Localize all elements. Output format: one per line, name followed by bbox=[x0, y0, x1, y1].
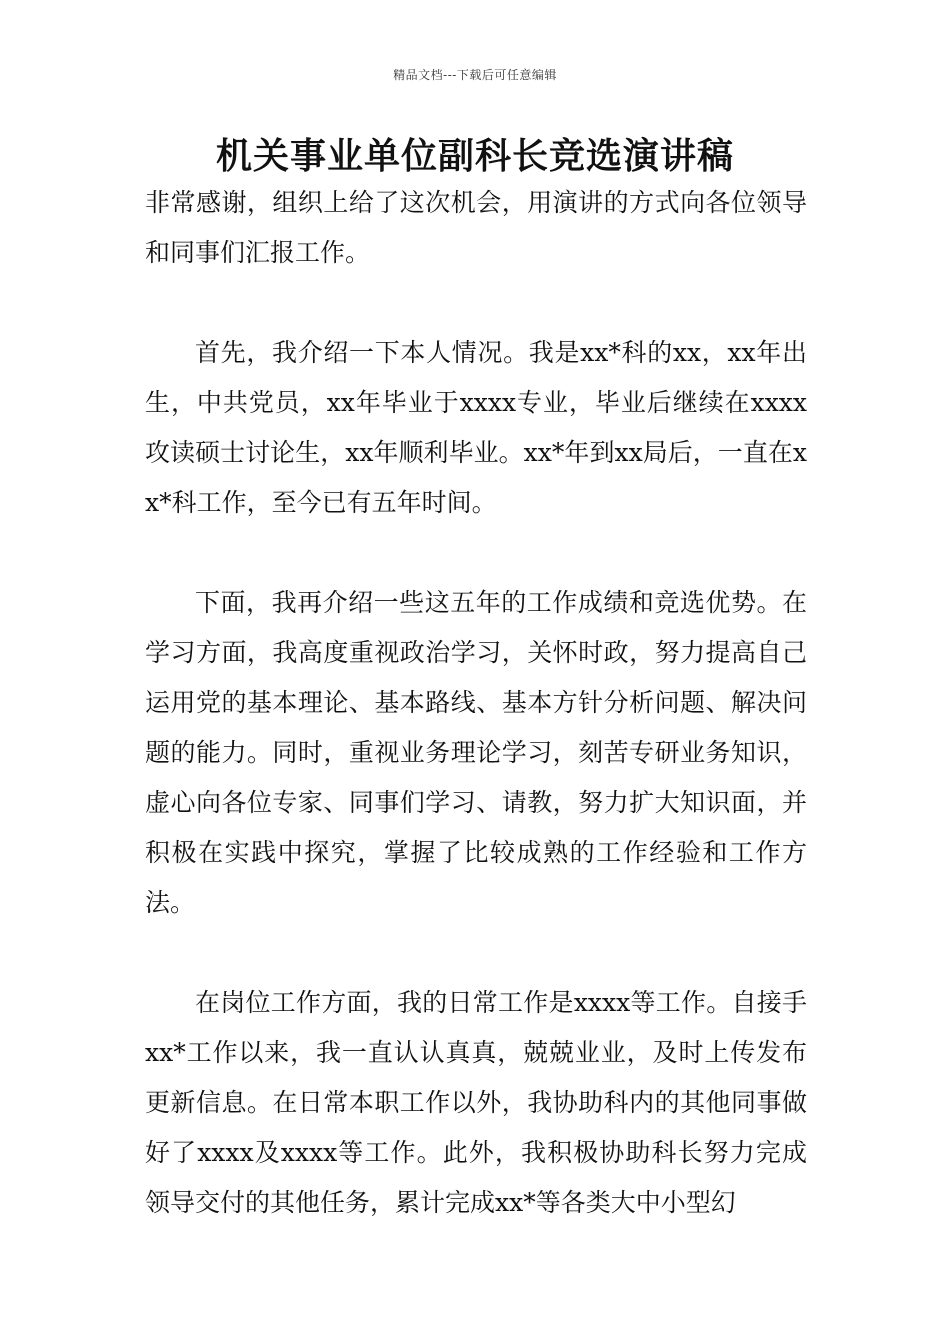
paragraph-achievements: 下面，我再介绍一些这五年的工作成绩和竞选优势。在学习方面，我高度重视政治学习，关怀时政，努力提高自己运用党的基本理论、基本路线、基本方针分析问题、解决问题的能力。同时，重视业务理论学习，刻苦专研业务知识，虚心向各位专家、同事们学习、请教，努力扩大知识面，并积极在实践中探究，掌握了比较成熟的工作经验和工作方法。 bbox=[145, 588, 807, 917]
document-body bbox=[145, 178, 807, 1228]
paragraph-self-introduction: 首先，我介绍一下本人情况。我是xx*科的xx，xx年出生，中共党员，xx年毕业于xxxx专业，毕业后继续在xxxx攻读硕士讨论生，xx年顺利毕业。xx*年到xx局后，一直在xx*科工作，至今已有五年时间。 bbox=[145, 338, 807, 517]
paragraph-opening: 非常感谢，组织上给了这次机会，用演讲的方式向各位领导和同事们汇报工作。 bbox=[145, 188, 807, 267]
paragraph-post-work: 在岗位工作方面，我的日常工作是xxxx等工作。自接手xx*工作以来，我一直认认真真，兢兢业业，及时上传发布更新信息。在日常本职工作以外，我协助科内的其他同事做好了xxxx及xxxx等工作。此外，我积极协助科长努力完成领导交付的其他任务，累计完成xx*等各类大中小型幻 bbox=[145, 988, 807, 1217]
header-note: 精品文档---下载后可任意编辑 bbox=[393, 68, 557, 82]
document-title: 机关事业单位副科长竞选演讲稿 bbox=[215, 136, 734, 177]
